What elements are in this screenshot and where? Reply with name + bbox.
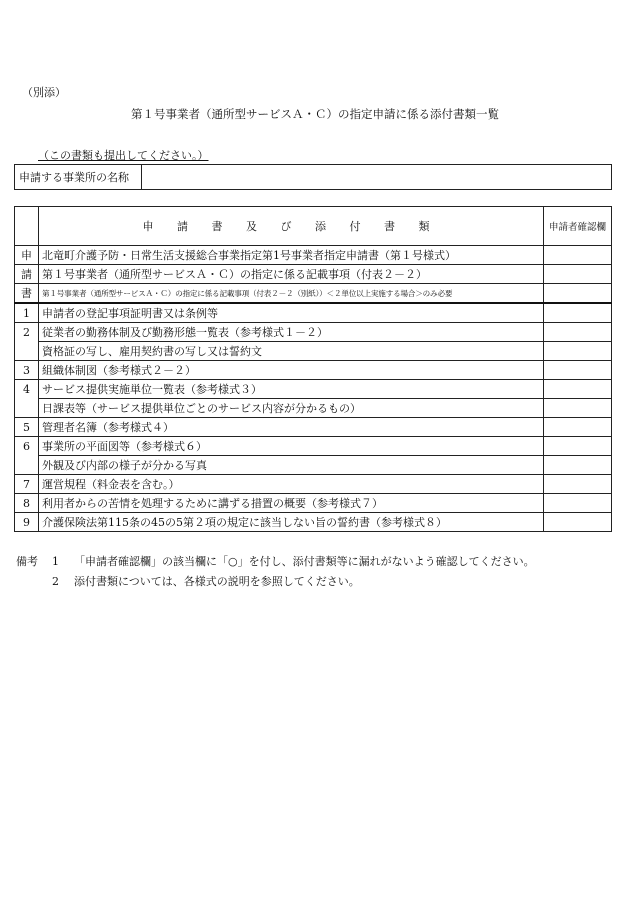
check-cell[interactable] bbox=[544, 323, 612, 342]
item-number: 7 bbox=[15, 475, 39, 494]
item-line: 事業所の平面図等（参考様式６） bbox=[39, 437, 544, 456]
check-cell[interactable] bbox=[544, 380, 612, 399]
document-title: 第１号事業者（通所型サービスＡ・Ｃ）の指定申請に係る添付書類一覧 bbox=[131, 107, 499, 121]
application-row: 北竜町介護予防・日常生活支援総合事業指定第1号事業者指定申請書（第１号様式） bbox=[39, 246, 544, 265]
check-cell[interactable] bbox=[544, 437, 612, 456]
attachment-list-table bbox=[14, 206, 612, 532]
item-line: 外観及び内部の様子が分かる写真 bbox=[39, 456, 544, 475]
check-cell[interactable] bbox=[544, 475, 612, 494]
item-line: サービス提供実施単位一覧表（参考様式３） bbox=[39, 380, 544, 399]
item-line: 組織体制図（参考様式２－２） bbox=[39, 361, 544, 380]
item-line: 運営規程（料金表を含む。） bbox=[39, 475, 544, 494]
check-cell[interactable] bbox=[544, 399, 612, 418]
remark-text: 「申請者確認欄」の該当欄に「○」を付し、添付書類等に漏れがないよう確認してください。 bbox=[74, 555, 535, 568]
item-number: 8 bbox=[15, 494, 39, 513]
application-vertical-2: 請 bbox=[15, 265, 39, 284]
item-number: 4 bbox=[15, 380, 39, 418]
check-cell[interactable] bbox=[544, 361, 612, 380]
item-line: 利用者からの苦情を処理するために講ずる措置の概要（参考様式７） bbox=[39, 494, 544, 513]
item-number: 6 bbox=[15, 437, 39, 475]
item-number: 2 bbox=[15, 323, 39, 361]
remark-number: 1 bbox=[52, 555, 59, 568]
office-name-table bbox=[14, 164, 612, 190]
annex-label: （別添） bbox=[22, 86, 66, 99]
item-line: 管理者名簿（参考様式４） bbox=[39, 418, 544, 437]
check-cell[interactable] bbox=[544, 284, 612, 304]
application-vertical-1: 申 bbox=[15, 246, 39, 265]
office-name-label: 申請する事業所の名称 bbox=[15, 165, 142, 190]
remark-number: 2 bbox=[52, 575, 59, 588]
item-line: 介護保険法第115条の45の5第２項の規定に該当しない旨の誓約書（参考様式８） bbox=[39, 513, 544, 532]
item-number: 3 bbox=[15, 361, 39, 380]
application-row: 第１号事業者（通所型サービスＡ・Ｃ）の指定に係る記載事項（付表２－２） bbox=[39, 265, 544, 284]
item-number: 9 bbox=[15, 513, 39, 532]
table-header-documents: 申 請 書 及 び 添 付 書 類 bbox=[39, 207, 544, 246]
table-header-check: 申請者確認欄 bbox=[544, 207, 612, 246]
item-line: 申請者の登記事項証明書又は条例等 bbox=[39, 303, 544, 323]
remarks-heading: 備考 bbox=[16, 555, 38, 568]
item-line: 資格証の写し、雇用契約書の写し又は誓約文 bbox=[39, 342, 544, 361]
check-cell[interactable] bbox=[544, 265, 612, 284]
item-line: 従業者の勤務体制及び勤務形態一覧表（参考様式１－２） bbox=[39, 323, 544, 342]
check-cell[interactable] bbox=[544, 418, 612, 437]
check-cell[interactable] bbox=[544, 342, 612, 361]
submit-note: （この書類も提出してください。） bbox=[38, 149, 209, 162]
item-number: 1 bbox=[15, 303, 39, 323]
remarks bbox=[16, 552, 535, 592]
item-line: 日課表等（サービス提供単位ごとのサービス内容が分かるもの） bbox=[39, 399, 544, 418]
check-cell[interactable] bbox=[544, 494, 612, 513]
application-row: 第１号事業者（通所型サービスＡ・Ｃ）の指定に係る記載事項（付表２－２（別紙））＜２単位以上実施する場合＞のみ必要 bbox=[39, 284, 544, 304]
remark-text: 添付書類については、各様式の説明を参照してください。 bbox=[74, 575, 360, 588]
check-cell[interactable] bbox=[544, 303, 612, 323]
application-vertical-3: 書 bbox=[15, 284, 39, 304]
item-number: 5 bbox=[15, 418, 39, 437]
check-cell[interactable] bbox=[544, 513, 612, 532]
check-cell[interactable] bbox=[544, 456, 612, 475]
check-cell[interactable] bbox=[544, 246, 612, 265]
office-name-field[interactable] bbox=[142, 165, 612, 190]
